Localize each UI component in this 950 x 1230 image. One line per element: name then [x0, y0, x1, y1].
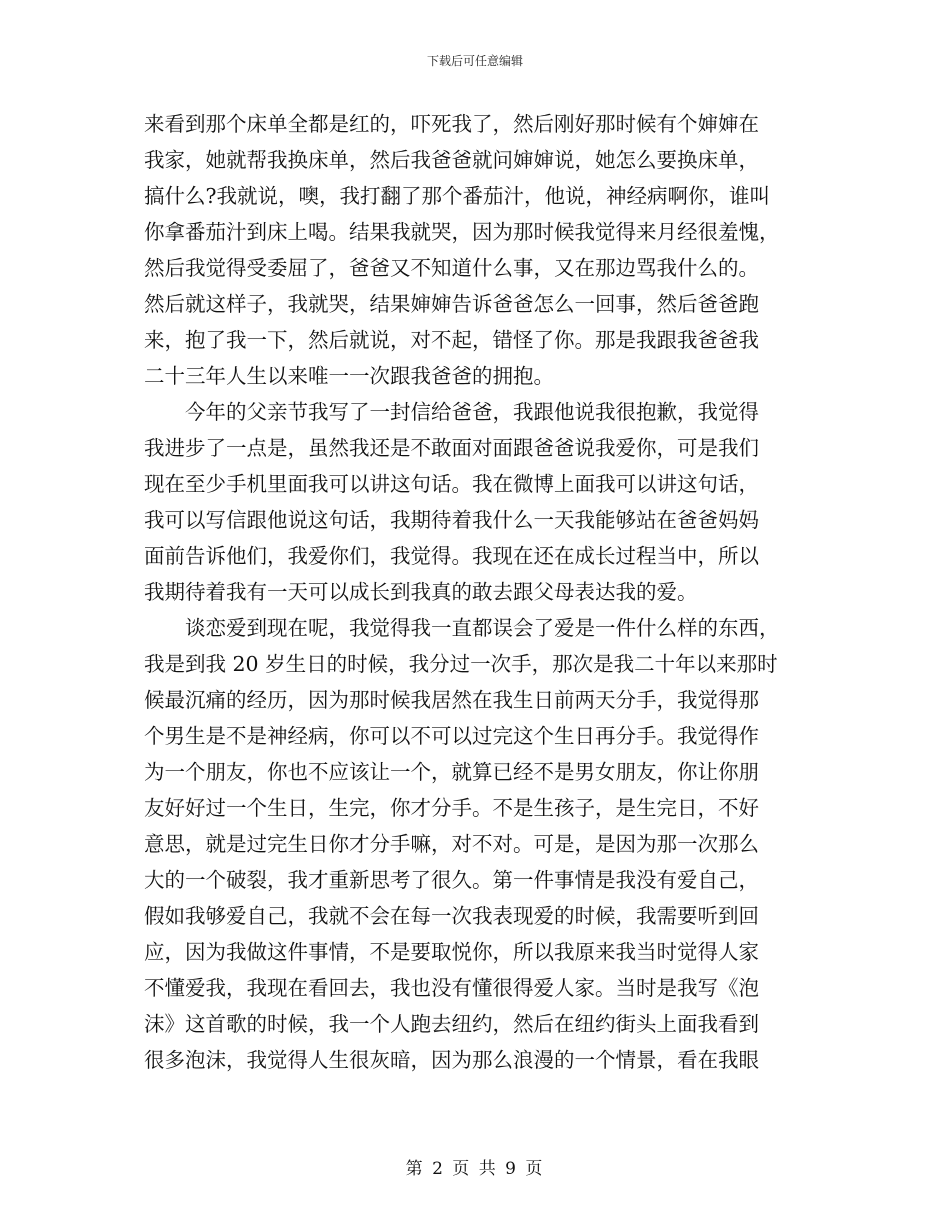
text-line: 沫》这首歌的时候，我一个人跑去纽约，然后在纽约街头上面我看到: [144, 1012, 759, 1036]
text-line: 很多泡沫，我觉得人生很灰暗，因为那么浪漫的一个情景，看在我眼: [144, 1048, 759, 1072]
text-line: 二十三年人生以来唯一一次跟我爸爸的拥抱。: [144, 364, 554, 388]
text-line: 意思，就是过完生日你才分手嘛，对不对。可是，是因为那一次那么: [144, 832, 759, 856]
text-line: 候最沉痛的经历，因为那时候我居然在我生日前两天分手，我觉得那: [144, 688, 759, 712]
text-line: 我家，她就帮我换床单，然后我爸爸就问婶婶说，她怎么要换床单，: [144, 148, 759, 172]
text-line: 然后我觉得受委屈了，爸爸又不知道什么事，又在那边骂我什么的。: [144, 256, 759, 280]
paragraph: [144, 610, 808, 1078]
text-line: 友好好过一个生日，生完，你才分手。不是生孩子，是生完日，不好: [144, 796, 759, 820]
page-header: 下载后可任意编辑: [426, 54, 523, 68]
text-line: 大的一个破裂，我才重新思考了很久。第一件事情是我没有爱自己，: [144, 868, 759, 892]
text-line: 应，因为我做这件事情，不是要取悦你，所以我原来我当时觉得人家: [144, 940, 759, 964]
text-line: 谈恋爱到现在呢，我觉得我一直都误会了爱是一件什么样的东西，: [185, 616, 780, 640]
text-line: 不懂爱我，我现在看回去，我也没有懂很得爱人家。当时是我写《泡: [144, 976, 759, 1000]
paragraph: [144, 106, 808, 394]
text-line: 面前告诉他们，我爱你们，我觉得。我现在还在成长过程当中，所以: [144, 544, 759, 568]
text-line: 搞什么?我就说，噢，我打翻了那个番茄汁，他说，神经病啊你，谁叫: [144, 184, 770, 208]
text-line: 今年的父亲节我写了一封信给爸爸，我跟他说我很抱歉，我觉得: [185, 400, 759, 424]
text-line: 现在至少手机里面我可以讲这句话。我在微博上面我可以讲这句话，: [144, 472, 759, 496]
text-line: 我是到我 20 岁生日的时候，我分过一次手，那次是我二十年以来那时: [144, 652, 778, 676]
text-line: 为一个朋友，你也不应该让一个，就算已经不是男女朋友，你让你朋: [144, 760, 759, 784]
text-line: 来看到那个床单全都是红的，吓死我了，然后刚好那时候有个婶婶在: [144, 112, 759, 136]
paragraph: [144, 394, 808, 610]
text-line: 假如我够爱自己，我就不会在每一次我表现爱的时候，我需要听到回: [144, 904, 759, 928]
text-line: 你拿番茄汁到床上喝。结果我就哭，因为那时候我觉得来月经很羞愧，: [144, 220, 780, 244]
text-line: 个男生是不是神经病，你可以不可以过完这个生日再分手。我觉得作: [144, 724, 759, 748]
document-body: [144, 106, 808, 1078]
text-line: 我进步了一点是，虽然我还是不敢面对面跟爸爸说我爱你，可是我们: [144, 436, 759, 460]
text-line: 我期待着我有一天可以成长到我真的敢去跟父母表达我的爱。: [144, 580, 698, 604]
text-line: 然后就这样子，我就哭，结果婶婶告诉爸爸怎么一回事，然后爸爸跑: [144, 292, 759, 316]
page-footer: 第 2 页 共 9 页: [405, 1159, 545, 1179]
text-line: 来，抱了我一下，然后就说，对不起，错怪了你。那是我跟我爸爸我: [144, 328, 759, 352]
text-line: 我可以写信跟他说这句话，我期待着我什么一天我能够站在爸爸妈妈: [144, 508, 759, 532]
